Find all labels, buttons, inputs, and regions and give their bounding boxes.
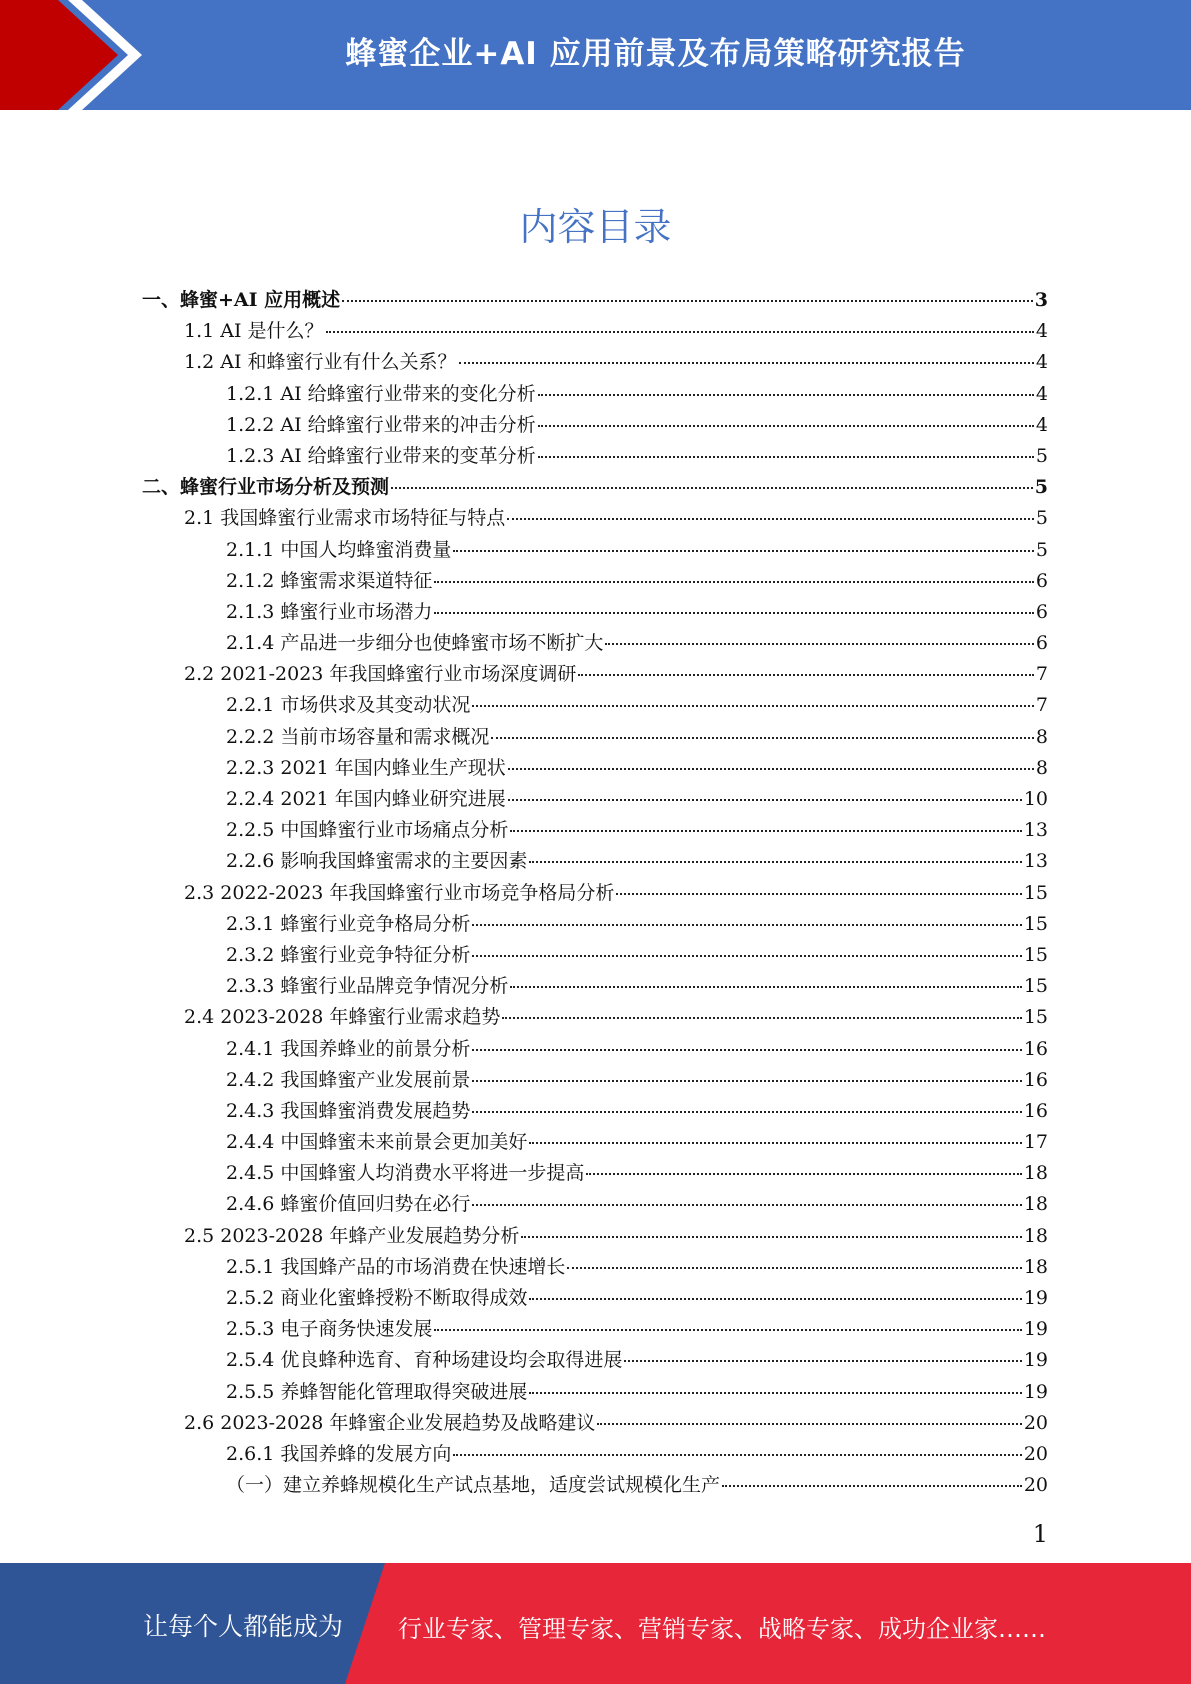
toc-dot-leader	[508, 768, 1034, 770]
toc-entry-title: 2.4.1 我国养蜂业的前景分析	[226, 1037, 471, 1060]
toc-entry-title: 2.6.1 我国养蜂的发展方向	[226, 1442, 452, 1465]
toc-dot-leader	[529, 861, 1021, 863]
toc-dot-leader	[472, 1049, 1021, 1051]
toc-dot-leader	[529, 1142, 1021, 1144]
footer-slogan-right: 行业专家、管理专家、营销专家、战略专家、成功企业家……	[398, 1615, 1046, 1643]
toc-entry-title: 2.3 2022-2023 年我国蜂蜜行业市场竞争格局分析	[184, 881, 615, 904]
toc-entry-title: 1.2.1 AI 给蜂蜜行业带来的变化分析	[226, 382, 536, 405]
toc-dot-leader	[453, 1454, 1021, 1456]
toc-entry-page: 16	[1023, 1037, 1048, 1060]
toc-entry-page: 4	[1035, 382, 1048, 405]
toc-entry-page: 4	[1035, 320, 1048, 343]
toc-dot-leader	[510, 830, 1021, 832]
toc-entry-title: 2.2.1 市场供求及其变动状况	[226, 694, 471, 717]
toc-entry[interactable]	[142, 784, 1048, 815]
header-band	[0, 0, 1191, 110]
toc-entry-page: 20	[1023, 1474, 1048, 1497]
toc-entry-page: 5	[1035, 507, 1048, 530]
toc-entry[interactable]	[142, 441, 1048, 472]
toc-entry-title: 2.4 2023-2028 年蜂蜜行业需求趋势	[184, 1006, 501, 1029]
toc-dot-leader	[529, 1298, 1021, 1300]
toc-entry-page: 3	[1034, 289, 1048, 311]
toc-entry-page: 15	[1023, 912, 1048, 935]
toc-dot-leader	[586, 1173, 1021, 1175]
toc-dot-leader	[434, 581, 1034, 583]
toc-entry[interactable]	[142, 597, 1048, 628]
toc-dot-leader	[434, 1329, 1021, 1331]
toc-entry-page: 5	[1035, 444, 1048, 467]
toc-entry-title: 2.4.3 我国蜂蜜消费发展趋势	[226, 1099, 471, 1122]
toc-entry-title: 2.4.5 中国蜂蜜人均消费水平将进一步提高	[226, 1162, 585, 1185]
toc-entry[interactable]	[142, 1439, 1048, 1470]
toc-entry-title: 2.3.1 蜂蜜行业竞争格局分析	[226, 912, 471, 935]
toc-entry[interactable]	[142, 971, 1048, 1002]
toc-entry-page: 13	[1023, 850, 1048, 873]
toc-entry-page: 6	[1035, 569, 1048, 592]
toc-entry[interactable]	[142, 503, 1048, 534]
toc-entry[interactable]	[142, 1096, 1048, 1127]
toc-entry-title: 2.2.6 影响我国蜂蜜需求的主要因素	[226, 850, 528, 873]
toc-entry-page: 20	[1023, 1411, 1048, 1434]
toc-dot-leader	[507, 518, 1034, 520]
toc-entry[interactable]	[142, 1345, 1048, 1376]
toc-entry-page: 19	[1023, 1380, 1048, 1403]
toc-entry-page: 18	[1023, 1193, 1048, 1216]
toc-dot-leader	[502, 1017, 1021, 1019]
toc-entry-title: 2.4.6 蜂蜜价值回归势在必行	[226, 1193, 471, 1216]
toc-entry[interactable]	[142, 1314, 1048, 1345]
toc-entry[interactable]	[142, 753, 1048, 784]
toc-entry[interactable]	[142, 878, 1048, 909]
toc-entry-page: 15	[1023, 975, 1048, 998]
toc-entry[interactable]	[142, 690, 1048, 721]
toc-entry[interactable]	[142, 722, 1048, 753]
toc-entry-page: 15	[1023, 1006, 1048, 1029]
toc-dot-leader	[508, 799, 1022, 801]
toc-dot-leader	[391, 487, 1033, 489]
toc-entry-title: 2.5.2 商业化蜜蜂授粉不断取得成效	[226, 1287, 528, 1309]
toc-entry[interactable]	[142, 1189, 1048, 1220]
toc-entry-title: （一）建立养蜂规模化生产试点基地，适度尝试规模化生产	[226, 1474, 721, 1497]
toc-entry-page: 15	[1023, 881, 1048, 904]
toc-dot-leader	[491, 737, 1034, 739]
toc-entry-page: 19	[1023, 1318, 1048, 1341]
toc-entry[interactable]	[142, 1158, 1048, 1189]
toc-entry-title: 2.2.3 2021 年国内蜂业生产现状	[226, 756, 506, 779]
toc-entry[interactable]	[142, 285, 1048, 316]
toc-entry[interactable]	[142, 566, 1048, 597]
toc-entry-title: 2.1.4 产品进一步细分也使蜂蜜市场不断扩大	[226, 632, 604, 655]
toc-entry[interactable]	[142, 815, 1048, 846]
toc-entry[interactable]	[142, 1002, 1048, 1033]
toc-entry-title: 2.1.3 蜂蜜行业市场潜力	[226, 600, 433, 623]
toc-entry-title: 1.1 AI 是什么？	[184, 320, 324, 343]
toc-entry[interactable]	[142, 909, 1048, 940]
toc-entry-page: 8	[1035, 756, 1048, 779]
toc-entry-title: 1.2.2 AI 给蜂蜜行业带来的冲击分析	[226, 413, 536, 436]
toc-entry-page: 4	[1035, 413, 1048, 436]
toc-dot-leader	[510, 986, 1021, 988]
report-title: 蜂蜜企业+AI 应用前景及布局策略研究报告	[345, 36, 966, 72]
toc-dot-leader	[722, 1485, 1022, 1487]
toc-entry-title: 一、蜂蜜+AI 应用概述	[142, 289, 341, 311]
footer-band	[0, 1563, 1191, 1684]
toc-entry-title: 1.2 AI 和蜂蜜行业有什么关系？	[184, 351, 457, 374]
toc-entry-page: 4	[1035, 351, 1048, 374]
toc-entry-title: 2.2.2 当前市场容量和需求概况	[226, 725, 490, 748]
toc-entry-page: 20	[1023, 1442, 1048, 1465]
toc-dot-leader	[342, 300, 1033, 302]
toc-dot-leader	[578, 674, 1033, 676]
toc-entry-page: 6	[1035, 632, 1048, 655]
toc-dot-leader	[472, 955, 1021, 957]
toc-entry[interactable]	[142, 659, 1048, 690]
toc-entry-page: 16	[1023, 1099, 1048, 1122]
toc-entry[interactable]	[142, 535, 1048, 566]
toc-entry[interactable]	[142, 1034, 1048, 1065]
toc-entry-page: 15	[1023, 943, 1048, 966]
toc-entry-title: 2.1.1 中国人均蜂蜜消费量	[226, 538, 452, 561]
toc-dot-leader	[605, 643, 1034, 645]
toc-entry-page: 18	[1023, 1162, 1048, 1185]
toc-entry-title: 2.5.5 养蜂智能化管理取得突破进展	[226, 1380, 528, 1403]
toc-entry-title: 1.2.3 AI 给蜂蜜行业带来的变革分析	[226, 444, 536, 467]
toc-entry[interactable]	[142, 940, 1048, 971]
toc-entry-title: 2.3.3 蜂蜜行业品牌竞争情况分析	[226, 975, 509, 998]
toc-entry[interactable]	[142, 628, 1048, 659]
toc-entry[interactable]	[142, 379, 1048, 410]
toc-entry[interactable]	[142, 410, 1048, 441]
toc-dot-leader	[521, 1236, 1021, 1238]
toc-entry[interactable]	[142, 1377, 1048, 1408]
toc-entry-page: 5	[1035, 538, 1048, 561]
toc-entry[interactable]	[142, 316, 1048, 347]
toc-entry[interactable]	[142, 1408, 1048, 1439]
toc-dot-leader	[434, 612, 1034, 614]
toc-entry-page: 7	[1035, 663, 1048, 686]
toc-entry-page: 18	[1023, 1224, 1048, 1247]
toc-entry[interactable]	[142, 347, 1048, 378]
toc-entry-page: 19	[1023, 1349, 1048, 1372]
toc-dot-leader	[529, 1392, 1021, 1394]
table-of-contents	[142, 285, 1048, 1501]
toc-entry-title: 2.5 2023-2028 年蜂产业发展趋势分析	[184, 1224, 520, 1247]
toc-dot-leader	[538, 425, 1034, 427]
toc-dot-leader	[453, 550, 1034, 552]
toc-entry-page: 18	[1023, 1255, 1048, 1278]
toc-entry-title: 2.5.1 我国蜂产品的市场消费在快速增长	[226, 1255, 566, 1278]
toc-entry-title: 2.6 2023-2028 年蜂蜜企业发展趋势及战略建议	[184, 1411, 596, 1434]
toc-entry-page: 8	[1035, 725, 1048, 748]
toc-dot-leader	[616, 893, 1021, 895]
toc-dot-leader	[472, 705, 1034, 707]
toc-entry[interactable]	[142, 846, 1048, 877]
toc-entry-page: 19	[1023, 1287, 1048, 1309]
toc-entry-page: 5	[1034, 476, 1048, 499]
toc-entry-page: 7	[1035, 694, 1048, 717]
toc-entry[interactable]	[142, 1283, 1048, 1314]
toc-dot-leader	[538, 456, 1034, 458]
toc-heading: 内容目录	[519, 205, 672, 249]
toc-dot-leader	[624, 1360, 1021, 1362]
toc-dot-leader	[459, 362, 1034, 364]
toc-entry-title: 二、蜂蜜行业市场分析及预测	[142, 476, 390, 499]
toc-entry-title: 2.2.4 2021 年国内蜂业研究进展	[226, 788, 506, 810]
toc-dot-leader	[326, 331, 1034, 333]
toc-dot-leader	[567, 1267, 1021, 1269]
page-number: 1	[1032, 1520, 1048, 1548]
toc-dot-leader	[597, 1423, 1021, 1425]
toc-entry-page: 10	[1023, 788, 1048, 810]
toc-entry-title: 2.1 我国蜂蜜行业需求市场特征与特点	[184, 507, 506, 530]
toc-entry-title: 2.4.4 中国蜂蜜未来前景会更加美好	[226, 1131, 528, 1154]
toc-dot-leader	[472, 1204, 1021, 1206]
toc-entry-title: 2.4.2 我国蜂蜜产业发展前景	[226, 1068, 471, 1091]
toc-entry[interactable]	[142, 1470, 1048, 1501]
toc-dot-leader	[472, 1080, 1021, 1082]
toc-entry-title: 2.2.5 中国蜂蜜行业市场痛点分析	[226, 819, 509, 842]
toc-entry[interactable]	[142, 1065, 1048, 1096]
toc-entry-title: 2.3.2 蜂蜜行业竞争特征分析	[226, 943, 471, 966]
toc-entry[interactable]	[142, 1127, 1048, 1158]
toc-entry-page: 6	[1035, 600, 1048, 623]
toc-entry[interactable]	[142, 1221, 1048, 1252]
toc-entry-title: 2.1.2 蜂蜜需求渠道特征	[226, 569, 433, 592]
toc-entry-title: 2.5.4 优良蜂种选育、育种场建设均会取得进展	[226, 1349, 623, 1372]
toc-entry[interactable]	[142, 1252, 1048, 1283]
toc-entry-page: 16	[1023, 1068, 1048, 1091]
toc-dot-leader	[538, 394, 1034, 396]
toc-entry[interactable]	[142, 472, 1048, 503]
toc-entry-page: 17	[1023, 1131, 1048, 1154]
toc-dot-leader	[472, 924, 1021, 926]
toc-entry-title: 2.2 2021-2023 年我国蜂蜜行业市场深度调研	[184, 663, 577, 686]
footer-slogan-left: 让每个人都能成为	[143, 1612, 344, 1641]
toc-entry-title: 2.5.3 电子商务快速发展	[226, 1318, 433, 1341]
toc-dot-leader	[472, 1111, 1021, 1113]
header-chevron-decoration	[0, 0, 160, 110]
toc-entry-page: 13	[1023, 819, 1048, 842]
